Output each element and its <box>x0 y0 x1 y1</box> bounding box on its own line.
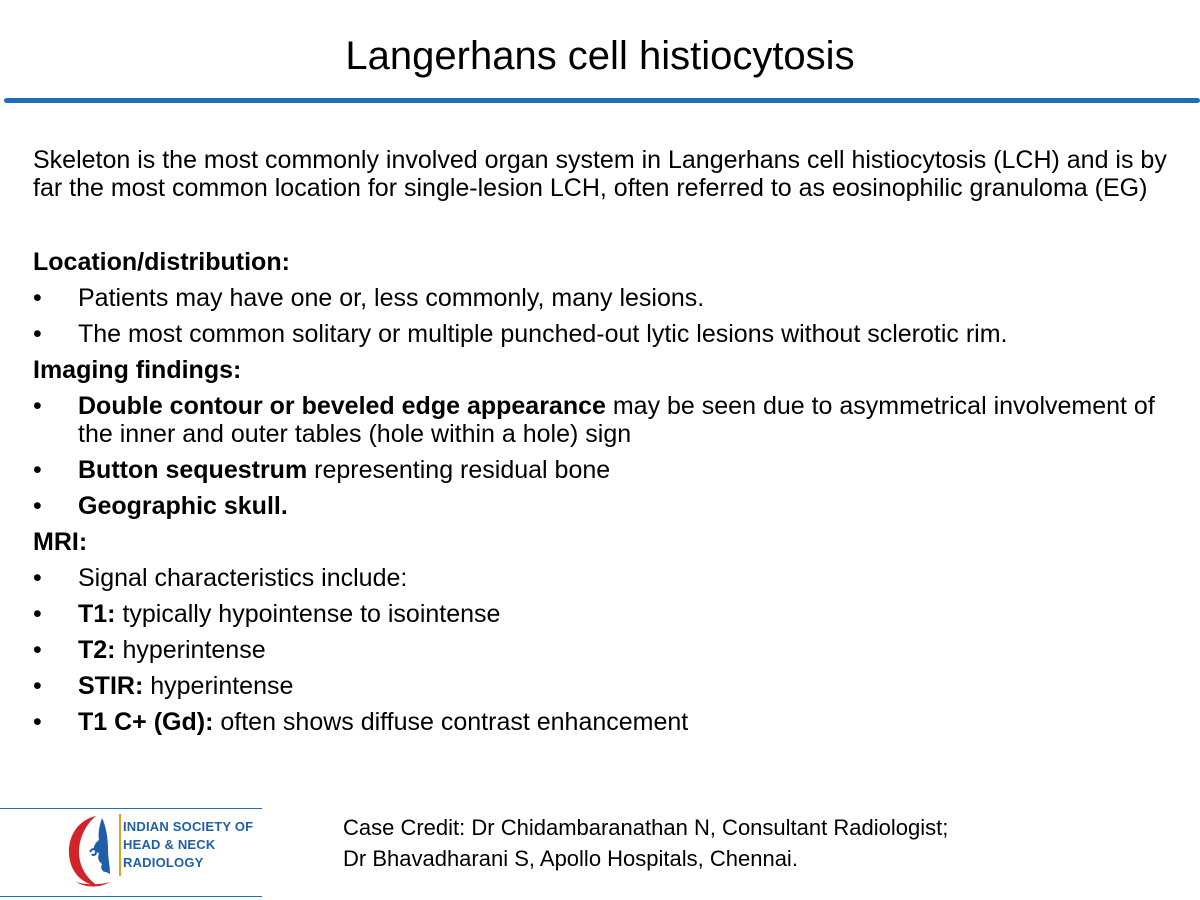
society-name-line: HEAD & NECK <box>123 837 216 852</box>
logo-divider <box>119 814 121 876</box>
bullet-icon: • <box>33 708 42 736</box>
item-text: often shows diffuse contrast enhancement <box>213 708 689 736</box>
bullet-icon: • <box>33 564 42 592</box>
credit-line: Case Credit: Dr Chidambaranathan N, Consultant Radiologist; <box>343 815 949 840</box>
item-bold-text: T1 C+ (Gd): <box>78 708 214 736</box>
list-item <box>33 452 1183 488</box>
location-heading: Location/distribution: <box>33 248 290 276</box>
item-bold-text: T1: <box>78 600 116 628</box>
bullet-icon: • <box>33 392 42 420</box>
logo-bottom-rule <box>0 896 262 897</box>
item-text: typically hypointense to isointense <box>115 600 501 628</box>
imaging-list <box>33 388 1183 524</box>
item-bold-text: T2: <box>78 636 116 664</box>
list-item <box>33 388 1183 452</box>
item-bold-text: Button sequestrum <box>78 456 308 484</box>
bullet-icon: • <box>33 456 42 484</box>
location-list <box>33 280 1183 352</box>
item-text: The most common solitary or multiple punched-out lytic lesions without sclerotic rim. <box>78 320 1008 348</box>
list-item <box>33 560 1183 596</box>
society-logo-icon <box>66 812 120 890</box>
item-text: may be seen due to asymmetrical involvement of the inner and outer tables (hole within a hole) sign <box>78 392 1155 448</box>
slide-body <box>33 146 1183 740</box>
slide-title: Langerhans cell histiocytosis <box>345 34 855 78</box>
item-bold-text: Double contour or beveled edge appearance <box>78 392 606 420</box>
item-text: representing residual bone <box>307 456 611 484</box>
list-item <box>33 596 1183 632</box>
item-bold-text: Geographic skull. <box>78 492 288 520</box>
item-text: Signal characteristics include: <box>78 564 408 592</box>
list-item <box>33 316 1183 352</box>
title-underline <box>4 98 1200 103</box>
bullet-icon: • <box>33 636 42 664</box>
society-name-line: INDIAN SOCIETY OF <box>123 819 254 834</box>
intro-paragraph: Skeleton is the most commonly involved organ system in Langerhans cell histiocytosis (LCH) and is by far the most common location for single-lesion LCH, often referred to as eosinophilic granuloma (EG) <box>33 146 1167 202</box>
list-item <box>33 488 1183 524</box>
list-item <box>33 704 1183 740</box>
mri-heading: MRI: <box>33 528 88 556</box>
bullet-icon: • <box>33 284 42 312</box>
bullet-icon: • <box>33 492 42 520</box>
society-name-line: RADIOLOGY <box>123 855 204 870</box>
item-text: hyperintense <box>115 636 266 664</box>
society-name <box>123 818 253 872</box>
list-item <box>33 632 1183 668</box>
bullet-icon: • <box>33 672 42 700</box>
list-item <box>33 668 1183 704</box>
bullet-icon: • <box>33 320 42 348</box>
credit-line: Dr Bhavadharani S, Apollo Hospitals, Chennai. <box>343 846 798 871</box>
logo-top-rule <box>0 808 262 809</box>
list-item <box>33 280 1183 316</box>
bullet-icon: • <box>33 600 42 628</box>
imaging-heading: Imaging findings: <box>33 356 242 384</box>
item-bold-text: STIR: <box>78 672 144 700</box>
mri-list <box>33 560 1183 740</box>
item-text: hyperintense <box>143 672 294 700</box>
item-text: Patients may have one or, less commonly, many lesions. <box>78 284 705 312</box>
case-credit <box>343 812 948 874</box>
